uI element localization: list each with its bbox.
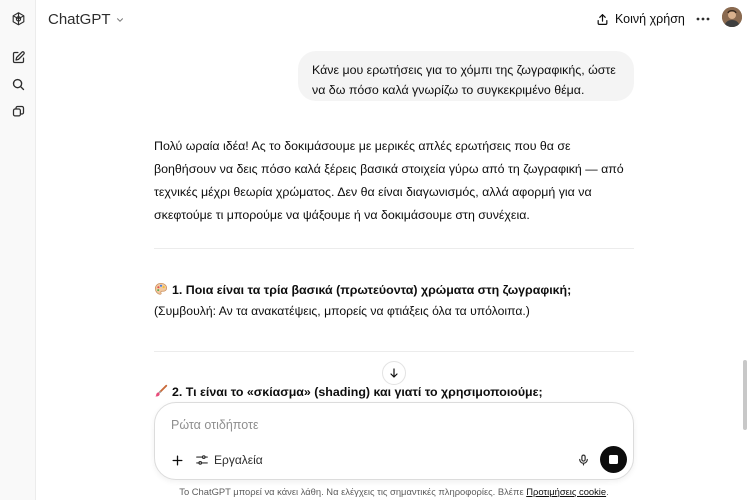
sliders-icon	[195, 453, 209, 467]
plus-icon	[171, 454, 184, 467]
tools-label: Εργαλεία	[214, 453, 263, 467]
scrollbar-thumb[interactable]	[743, 360, 747, 430]
new-chat-icon[interactable]	[6, 45, 30, 69]
disclaimer-end: .	[606, 486, 609, 497]
dictate-button[interactable]	[573, 450, 593, 470]
question-1-title: 1. Ποια είναι τα τρία βασικά (πρωτεύοντα) χρώματα στη ζωγραφική;	[172, 283, 572, 297]
user-message-bubble: Κάνε μου ερωτήσεις για το χόμπι της ζωγραφικής, ώστε να δω πόσο καλά γνωρίζω το συγκεκριμένο θέμα.	[298, 51, 634, 101]
model-name: ChatGPT	[48, 10, 111, 28]
user-avatar[interactable]	[722, 7, 742, 27]
share-icon	[596, 13, 609, 26]
share-label: Κοινή χρήση	[615, 12, 685, 26]
question-2-title: 2. Τι είναι το «σκίασμα» (shading) και γιατί το χρησιμοποιούμε;	[172, 385, 543, 399]
disclaimer-text: Το ChatGPT μπορεί να κάνει λάθη. Να ελέγχεις τις σημαντικές πληροφορίες. Βλέπε	[179, 486, 524, 497]
assistant-message-intro: Πολύ ωραία ιδέα! Ας το δοκιμάσουμε με μερικές απλές ερωτήσεις που θα σε βοηθήσουν να δεις πόσο καλά ξέρεις βασικά στοιχεία γύρω από τη ζωγραφική — από τεχνικές μέχρι θεωρία χρώματος. Δεν θα είναι διαγωνισμός, αλλά αφορμή για να σκεφτούμε τι μπορούμε να ψάξουμε ή να δοκιμάσουμε στη συνέχεια.	[154, 139, 624, 222]
search-icon[interactable]	[6, 72, 30, 96]
share-button[interactable]	[596, 8, 685, 30]
more-options-button[interactable]	[692, 8, 714, 30]
openai-logo-icon[interactable]	[6, 7, 30, 31]
question-2	[154, 382, 634, 402]
cookie-preferences-link[interactable]: Προτιμήσεις cookie	[526, 486, 607, 497]
microphone-icon	[577, 453, 590, 467]
add-attachment-button[interactable]	[167, 450, 187, 470]
sidebar	[0, 0, 36, 500]
stop-generating-button[interactable]	[600, 446, 627, 473]
section-divider	[154, 351, 634, 352]
section-divider	[154, 248, 634, 249]
model-selector[interactable]	[48, 8, 125, 30]
stop-square-icon	[609, 455, 618, 464]
library-icon[interactable]	[6, 99, 30, 123]
prompt-input[interactable]	[171, 415, 591, 435]
question-1-hint: (Συμβουλή: Αν τα ανακατέψεις, μπορείς να φτιάξεις όλα τα υπόλοιπα.)	[154, 304, 530, 318]
paintbrush-icon	[154, 384, 168, 398]
question-1	[154, 280, 634, 300]
arrow-down-icon	[388, 367, 400, 379]
chevron-down-icon	[115, 15, 125, 25]
footer-disclaimer	[154, 486, 634, 497]
message-composer	[154, 402, 634, 480]
avatar-photo-icon	[722, 7, 742, 27]
top-bar	[36, 0, 750, 38]
palette-icon	[154, 282, 168, 296]
more-horizontal-icon	[696, 17, 710, 21]
tools-button[interactable]	[195, 450, 263, 470]
